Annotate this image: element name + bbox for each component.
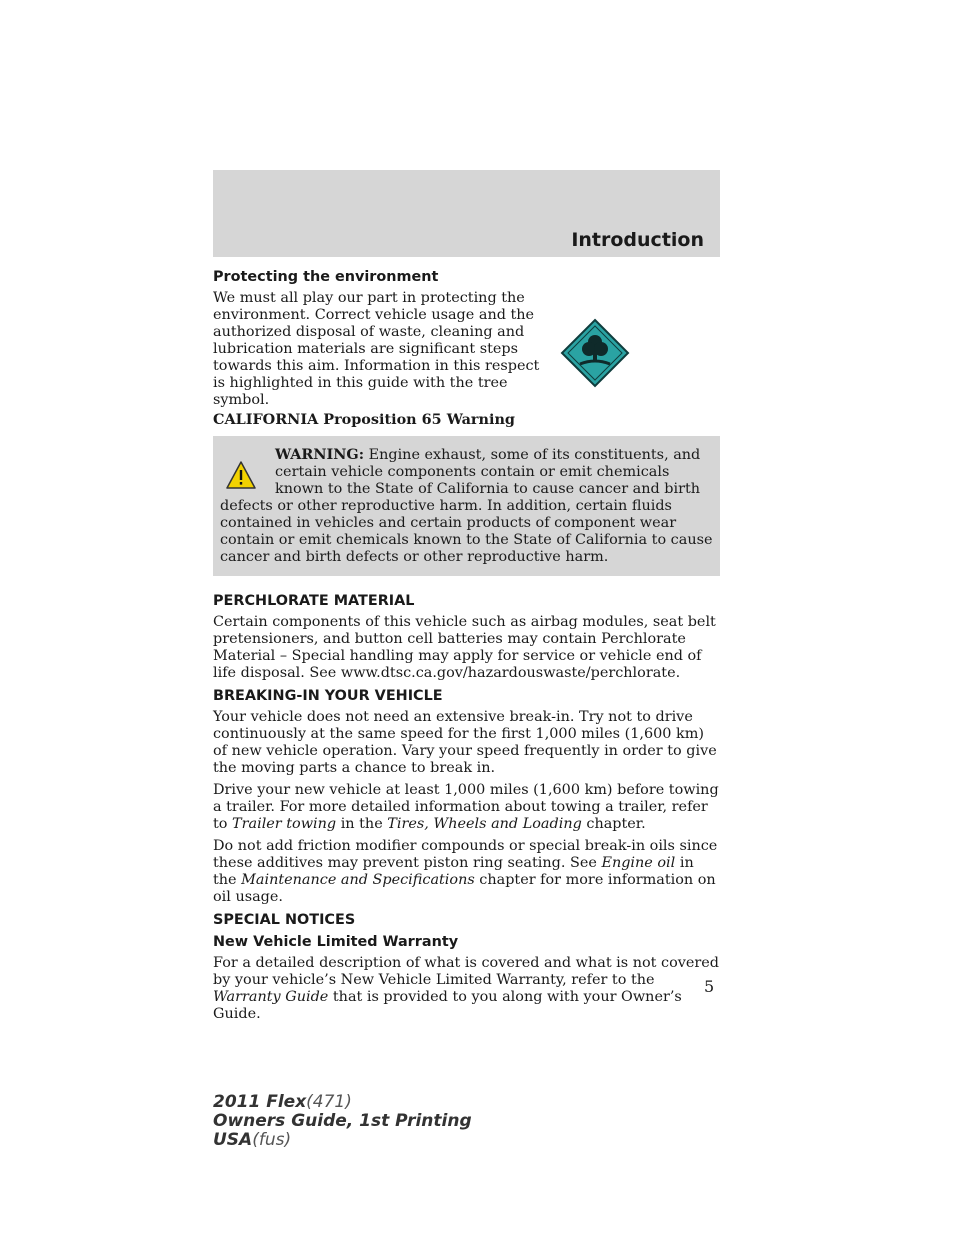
warning-box — [213, 436, 720, 576]
footer-code: (471) — [306, 1092, 352, 1112]
text-run: in the — [336, 816, 388, 832]
text-run: For a detailed description of what is covered and what is not covered by your vehicle’s New Vehicle Limited Warranty, refer to the — [213, 955, 720, 988]
xref-tires-chapter: Tires, Wheels and Loading — [387, 816, 582, 832]
text-run: chapter for more information on oil usage. — [213, 872, 716, 905]
env-heading: Protecting the environment — [213, 269, 439, 285]
footer-model: 2011 Flex — [213, 1092, 307, 1112]
tree-icon — [560, 318, 630, 388]
xref-trailer-towing: Trailer towing — [232, 816, 337, 832]
xref-engine-oil: Engine oil — [601, 855, 676, 871]
footer-line-1 — [213, 1093, 472, 1112]
prop65-heading: CALIFORNIA Proposition 65 Warning — [213, 411, 515, 428]
breakin-para-3 — [213, 838, 720, 906]
footer-market: USA — [213, 1130, 253, 1150]
warning-label: WARNING: — [275, 446, 365, 463]
perchlorate-body: Certain components of this vehicle such as airbag modules, seat belt pretensioners, and button cell batteries may contain Perchlorate Material – Special handling may apply for service or vehicle end of life disposal. See www.dtsc.ca.gov/hazardouswaste/perchlorate. — [213, 614, 716, 681]
xref-maintenance-chapter: Maintenance and Specifications — [241, 872, 475, 888]
page-content — [213, 268, 720, 1028]
section-title: Introduction — [571, 229, 704, 251]
footer-printing: Owners Guide, 1st Printing — [213, 1111, 472, 1131]
text-run: chapter. — [581, 816, 646, 832]
warning-triangle-icon — [225, 460, 257, 490]
warranty-para — [213, 955, 720, 1023]
notices-heading: SPECIAL NOTICES — [213, 912, 356, 928]
text-run: in the — [213, 855, 694, 888]
env-body: We must all play our part in protecting the environment. Correct vehicle usage and the authorized disposal of waste, cleaning and lubrication materials are significant steps towards this aim. Information in this respect is highlighted in this guide with the tree symbol. — [213, 290, 540, 408]
header-band — [213, 170, 720, 257]
breakin-para-1: Your vehicle does not need an extensive break-in. Try not to drive continuously at the same speed for the first 1,000 miles (1,600 km) of new vehicle operation. Vary your speed frequently in order to give the moving parts a chance to break in. — [213, 709, 717, 776]
page-number: 5 — [704, 977, 715, 996]
xref-warranty-guide: Warranty Guide — [213, 989, 329, 1005]
footer-market-code: (fus) — [252, 1130, 292, 1150]
print-footer — [213, 1093, 472, 1150]
footer-line-2 — [213, 1112, 472, 1131]
text-run: Drive your new vehicle at least 1,000 miles (1,600 km) before towing a trailer. For more detailed information about towing a trailer, refer to — [213, 782, 719, 832]
warning-text: Engine exhaust, some of its constituents, and certain vehicle components contain or emit chemicals known to the State of California to cause cancer and birth defects or other reproductive harm. In addition, certain fluids contained in vehicles and certain products of component wear contain or emit chemicals known to the State of California to cause cancer and birth defects or other reproductive harm. — [220, 447, 713, 565]
text-run: that is provided to you along with your Owner’s Guide. — [213, 989, 682, 1022]
perchlorate-heading: PERCHLORATE MATERIAL — [213, 593, 415, 609]
warranty-subheading: New Vehicle Limited Warranty — [213, 934, 459, 950]
breakin-heading: BREAKING-IN YOUR VEHICLE — [213, 688, 443, 704]
footer-line-3 — [213, 1131, 472, 1150]
text-run: Do not add friction modifier compounds or special break-in oils since these additives may prevent piston ring seating. See — [213, 838, 718, 871]
breakin-para-2 — [213, 782, 720, 833]
